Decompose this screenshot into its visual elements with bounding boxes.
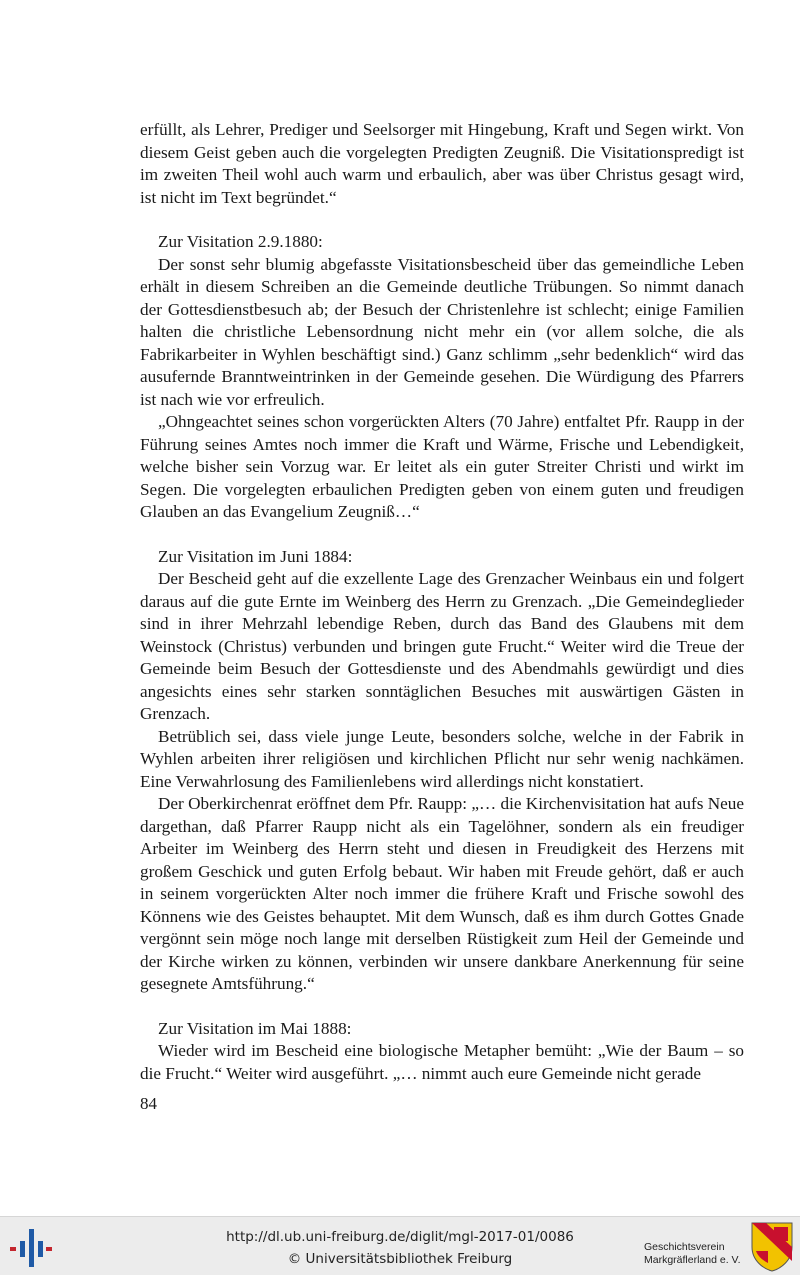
page-number: 84 bbox=[140, 1094, 157, 1113]
org-name-line2: Markgräflerland e. V. bbox=[644, 1254, 741, 1266]
paragraph: Wieder wird im Bescheid eine biologische Metapher bemüht: „Wie der Baum – so die Frucht.“ Weiter wird ausgeführt. „… nimmt auch eure Gemeinde nicht gerade bbox=[140, 1041, 744, 1083]
permalink-url[interactable]: http://dl.ub.uni-freiburg.de/diglit/mgl-2017-01/0086 bbox=[226, 1229, 574, 1245]
copyright-notice: © Universitätsbibliothek Freiburg bbox=[287, 1251, 513, 1267]
paragraph: Der Bescheid geht auf die exzellente Lage des Grenzacher Weinbaus ein und folgert daraus auf die gute Ernte im Weinberg des Herrn zu Grenzach. „Die Gemeindeglieder sind in ihrer Mehrzahl lebendige Reben, durch das Band des Glaubens mit dem Weinstock (Christus) verbunden und bringen gute Frucht.“ Weiter wird die Treue der Gemeinde beim Besuch der Gottesdienste und des Abendmahls gewürdigt und dies angesichts eines sehr starken sonntäglichen Besuches mit auswärtigen Gästen in Grenzach. bbox=[140, 569, 744, 723]
paragraph: Betrüblich sei, dass viele junge Leute, besonders solche, welche in der Fabrik in Wyhlen arbeiten ihrer religiösen und kirchlichen Pflicht nur sehr wenig nachkämen. Eine Verwahrlosung des Familienlebens wird allerdings nicht konstatiert. bbox=[140, 726, 744, 791]
org-name-line1: Geschichtsverein bbox=[644, 1241, 725, 1253]
viewer-footer bbox=[0, 1216, 800, 1275]
organization-name bbox=[644, 1241, 760, 1267]
paragraph: erfüllt, als Lehrer, Prediger und Seelsorger mit Hingebung, Kraft und Segen wirkt. Von diesem Geist geben auch die vorgelegten Predigten Zeugniß. Die Visitationspredigt ist im zweiten Theil wohl auch warm und erbaulich, aber was über Christus gesagt wird, ist nicht im Text begründet.“ bbox=[140, 120, 744, 207]
section-heading: Zur Visitation im Juni 1884: bbox=[158, 546, 353, 566]
coat-of-arms-icon bbox=[750, 1221, 794, 1273]
body-text bbox=[140, 119, 744, 1085]
paragraph: Der Oberkirchenrat eröffnet dem Pfr. Raupp: „… die Kirchenvisitation hat aufs Neue dargethan, daß Pfarrer Raupp nicht als ein Tagelöhner, sondern als ein freudiger Arbeiter im Weinberg des Herrn steht und diesen in Freudigkeit des Herzens mit großem Geschick und guten Erfolg bebaut. Wir haben mit Freude gehört, daß er auch in seinem vorgerückten Alter noch immer die frühere Kraft und Frische sowohl des Könnens wie des Geistes behauptet. Mit dem Wunsch, daß es ihm durch Gottes Gnade vergönnt sein möge noch lange mit derselben Rüstigkeit zum Heil der Gemeinde und der Kirche wirken zu können, verbinden wir unsere dankbare Anerkennung für seine gesegnete Amtsführung.“ bbox=[140, 794, 744, 993]
paragraph: „Ohngeachtet seines schon vorgerückten Alters (70 Jahre) entfaltet Pfr. Raupp in der Führung seines Amtes noch immer die Kraft und Wärme, Frische und Lebendigkeit, welche bisher sein Vorzug war. Er leitet als ein guter Streiter Christi und wirkt im Segen. Die vorgelegten erbaulichen Predigten geben von einem guten und freudigen Glauben an das Evangelium Zeugniß…“ bbox=[140, 412, 744, 521]
section-heading: Zur Visitation im Mai 1888: bbox=[158, 1018, 352, 1038]
section-heading: Zur Visitation 2.9.1880: bbox=[158, 232, 323, 251]
paragraph: Der sonst sehr blumig abgefasste Visitationsbescheid über das gemeindliche Leben erhält in diesem Schreiben an die Gemeinde deutliche Trübungen. So nimmt danach der Gottesdienstbesuch ab; der Besuch der Christenlehre ist schlecht; einige Familien halten die christliche Lebensordnung nicht mehr ein (vor allem solche, die als Fabrikarbeiter in Wyhlen beschäftigt sind.) Ganz schlimm „sehr bedenklich“ wird das ausufernde Branntweintrinken in der Gemeinde gesehen. Die Würdigung des Pfarrers ist nach wie vor erfreulich. bbox=[140, 254, 744, 409]
